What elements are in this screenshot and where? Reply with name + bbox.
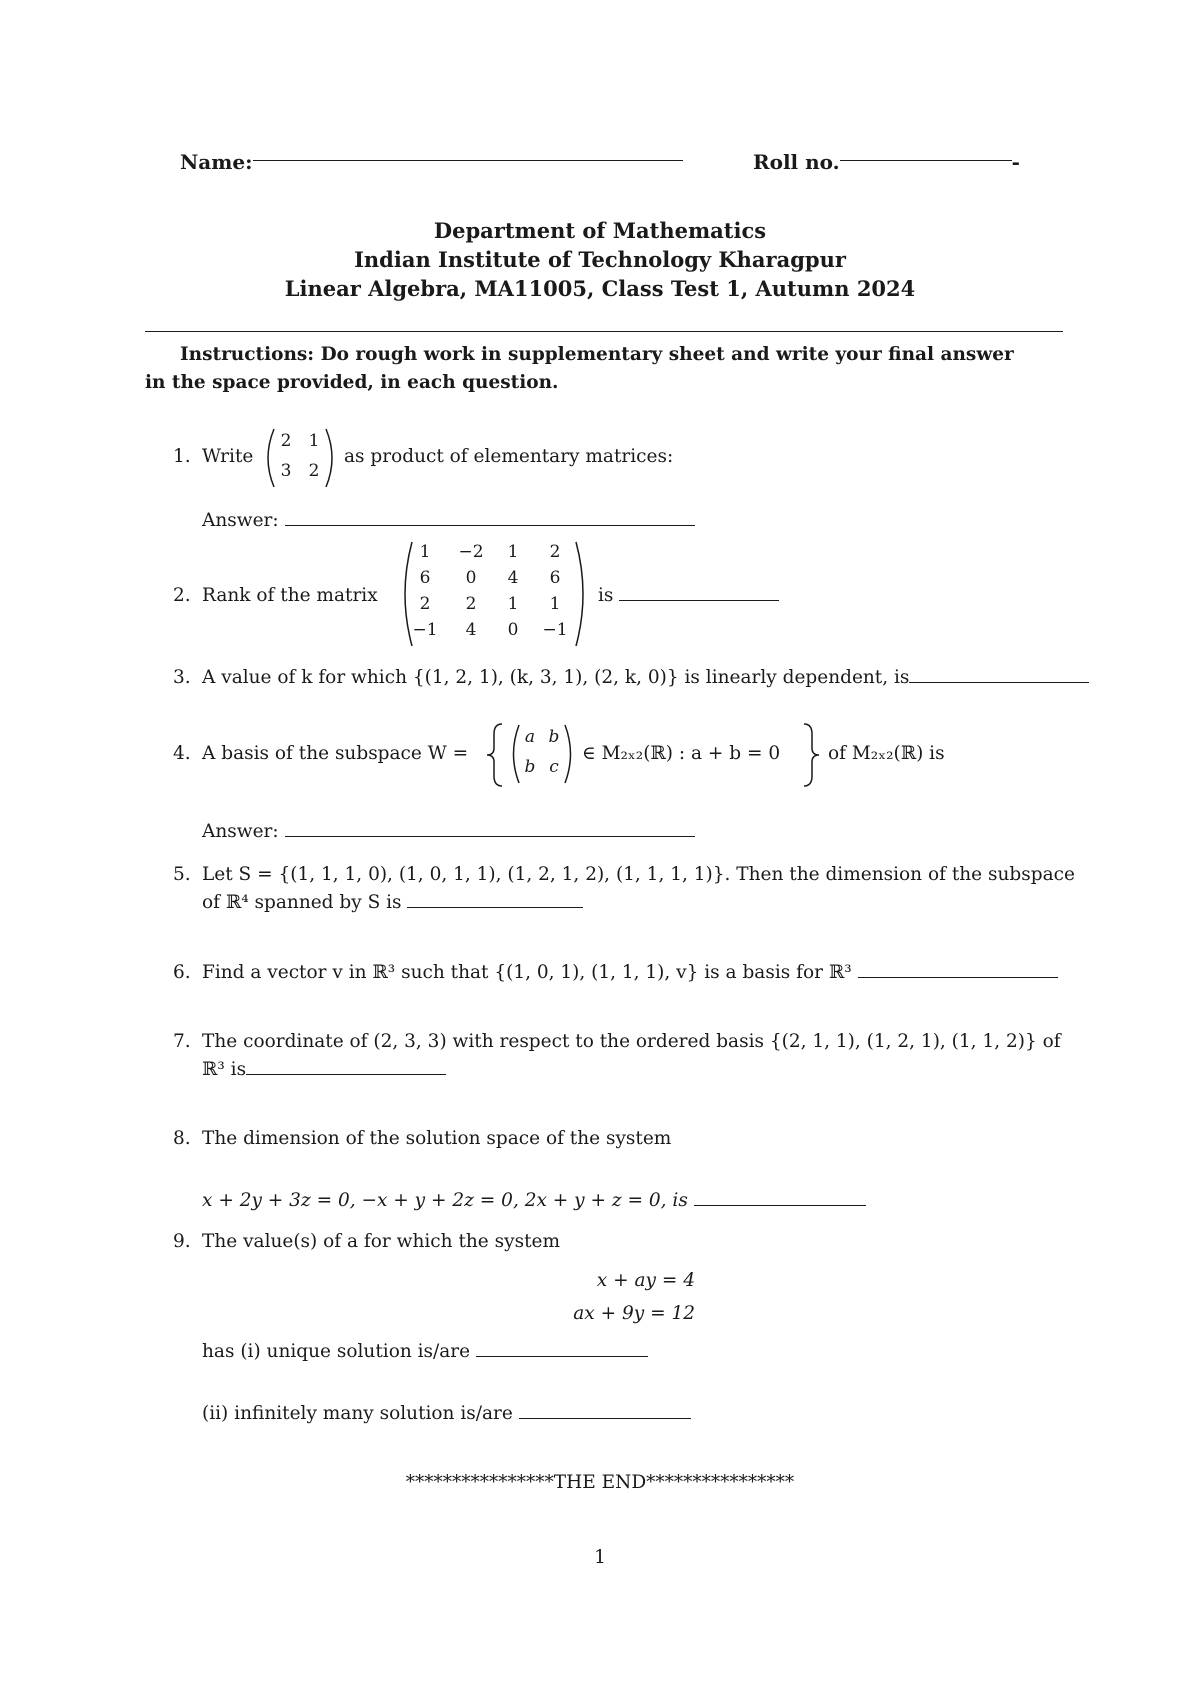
q6-text: Find a vector v in ℝ³ such that {(1, 0, 1), (1, 1, 1), v} is a basis for ℝ³ [202,962,852,983]
q6-answer-blank[interactable] [858,977,1058,978]
end-marker: ****************THE END**************** [405,1472,795,1493]
q5-number: 5. [173,864,191,885]
q1-post: as product of elementary matrices: [344,446,674,467]
q8-line-2: x + 2y + 3z = 0, −x + y + 2z = 0, 2x + y + z = 0, is [202,1190,688,1211]
q3-number: 3. [173,667,191,688]
q9-part-2-row [202,1403,691,1424]
matrix-cell: 2 [308,461,320,481]
matrix-cell: −2 [458,542,484,562]
q9-part-2-blank[interactable] [519,1418,691,1419]
name-blank[interactable] [253,160,683,161]
q3-answer-blank[interactable] [909,682,1089,683]
q4-right-brace [800,722,822,788]
q8-answer-blank[interactable] [694,1205,866,1206]
q4-answer-row [202,821,695,842]
q6-row [202,962,1058,983]
q7-answer-blank[interactable] [246,1074,446,1075]
q9-part-1-blank[interactable] [476,1356,648,1357]
matrix-cell: 1 [549,594,561,614]
q5-line-2-row [202,892,583,913]
q3-row [202,667,1089,688]
q2-matrix [398,540,590,648]
matrix-cell: 0 [465,568,477,588]
q1-pre: Write [202,446,254,467]
q9-number: 9. [173,1231,191,1252]
matrix-cell: 1 [507,542,519,562]
q4-matrix-brackets [508,722,576,786]
q7-line-1: The coordinate of (2, 3, 3) with respect to the ordered basis {(2, 1, 1), (1, 2, 1), (1, 1, 2)} of [202,1031,1061,1052]
instructions-line-1: Instructions: Do rough work in supplementary sheet and write your final answer [180,344,1014,365]
q5-line-2: of ℝ⁴ spanned by S is [202,892,402,913]
matrix-cell: 2 [280,431,292,451]
q8-number: 8. [173,1128,191,1149]
q1-answer-row [202,510,695,531]
q1-answer-blank[interactable] [285,525,695,526]
matrix-cell: 0 [507,620,519,640]
matrix-cell: 2 [465,594,477,614]
q4-matrix [508,722,576,786]
q2-pre: Rank of the matrix [202,585,378,606]
q5-line-1: Let S = {(1, 1, 1, 0), (1, 0, 1, 1), (1, 2, 1, 2), (1, 1, 1, 1)}. Then the dimension of the subspace [202,864,1075,885]
q6-number: 6. [173,962,191,983]
roll-label: Roll no. [753,150,840,174]
matrix-cell: 6 [419,568,431,588]
q9-equation-1: x + ay = 4 [596,1270,695,1291]
matrix-cell: 1 [507,594,519,614]
matrix-cell: b [524,757,536,777]
matrix-cell: 1 [308,431,320,451]
q4-pre: A basis of the subspace W = [202,743,469,764]
q7-line-2: ℝ³ is [202,1059,247,1080]
q4-left-brace [484,722,506,788]
header-rule [145,331,1063,332]
matrix-cell: 2 [549,542,561,562]
q9-equation-2: ax + 9y = 12 [573,1303,695,1324]
course-title: Linear Algebra, MA11005, Class Test 1, Autumn 2024 [284,276,916,301]
name-label: Name: [180,150,253,174]
q4-mid: ∈ M₂ₓ₂(ℝ) : a + b = 0 [582,743,781,764]
q4-answer-blank[interactable] [285,836,695,837]
q2-answer-blank[interactable] [619,600,779,601]
matrix-cell: 6 [549,568,561,588]
q4-post: of M₂ₓ₂(ℝ) is [828,743,945,764]
matrix-cell: 2 [419,594,431,614]
q9-line-1: The value(s) of a for which the system [202,1231,561,1252]
q4-number: 4. [173,743,191,764]
roll-blank[interactable] [840,160,1012,161]
q5-answer-blank[interactable] [407,907,583,908]
matrix-cell: 3 [280,461,292,481]
matrix-cell: c [549,757,559,777]
institute-title: Indian Institute of Technology Kharagpur [354,247,846,272]
department-title: Department of Mathematics [433,218,767,243]
q9-part-2: (ii) infinitely many solution is/are [202,1403,513,1424]
q1-number: 1. [173,446,191,467]
roll-tail: - [1011,150,1020,174]
matrix-cell: b [548,727,560,747]
matrix-cell: −1 [542,620,568,640]
name-field [180,150,683,174]
q1-matrix-brackets [262,426,338,490]
matrix-cell: a [524,727,536,747]
q8-line-1: The dimension of the solution space of the system [202,1128,672,1149]
q2-number: 2. [173,585,191,606]
q1-answer-label: Answer: [202,510,279,531]
q8-line-2-row [202,1190,866,1211]
matrix-cell: 4 [507,568,519,588]
q3-text: A value of k for which {(1, 2, 1), (k, 3, 1), (2, k, 0)} is linearly dependent, is [202,667,910,688]
q9-part-1: has (i) unique solution is/are [202,1341,471,1362]
q1-matrix [262,426,338,490]
q4-answer-label: Answer: [202,821,279,842]
q9-part-1-row [202,1341,648,1362]
matrix-cell: 4 [465,620,477,640]
roll-field [753,150,1020,174]
q7-number: 7. [173,1031,191,1052]
matrix-cell: 1 [419,542,431,562]
page-number: 1 [594,1547,606,1568]
q7-line-2-row [202,1059,446,1080]
q2-post: is [598,585,614,606]
matrix-cell: −1 [412,620,438,640]
q2-post-row [598,585,779,606]
instructions-line-2: in the space provided, in each question. [145,372,559,393]
